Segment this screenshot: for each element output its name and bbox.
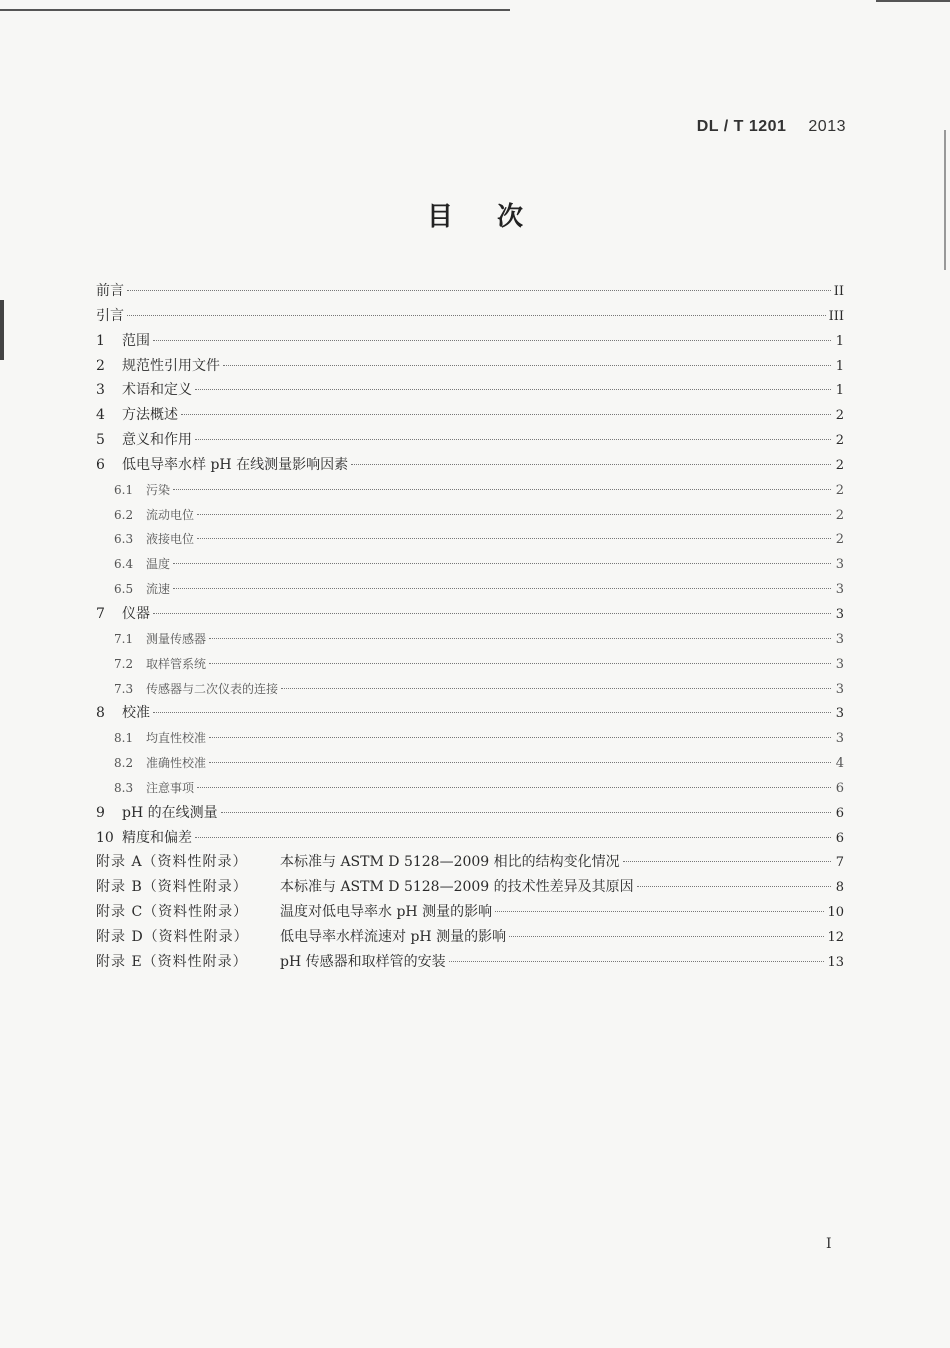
toc-entry-number: 6	[96, 456, 105, 473]
toc-entry[interactable]	[96, 403, 844, 428]
toc-entry-label: 污染	[146, 482, 171, 497]
toc-entry-label: 引言	[96, 307, 124, 324]
toc-entry-number: 5	[96, 432, 105, 449]
toc-appendix-entry[interactable]	[96, 875, 844, 900]
table-of-contents	[96, 279, 844, 975]
toc-appendix-entry[interactable]	[96, 850, 844, 875]
toc-dot-leader	[153, 613, 831, 614]
toc-entry[interactable]	[96, 527, 844, 552]
toc-entry[interactable]	[96, 577, 844, 602]
toc-dot-leader	[173, 563, 831, 564]
appendix-title: 本标准与 ASTM D 5128—2009 相比的结构变化情况	[280, 854, 620, 871]
toc-dot-leader	[209, 663, 831, 664]
toc-entry[interactable]	[96, 751, 844, 776]
toc-dot-leader	[181, 414, 831, 415]
toc-dot-leader	[637, 886, 831, 887]
toc-entry[interactable]	[96, 478, 844, 503]
appendix-label: 附录 A（资料性附录）	[96, 854, 248, 871]
toc-entry-label: 意义和作用	[122, 432, 192, 449]
toc-entry-page: 3	[835, 631, 844, 647]
toc-entry-number: 9	[96, 804, 105, 821]
toc-entry-page: 2	[835, 408, 844, 424]
toc-entry[interactable]	[96, 378, 844, 403]
toc-entry-label: 取样管系统	[146, 656, 207, 671]
toc-entry-label: 方法概述	[122, 407, 178, 424]
toc-entry-page: 3	[835, 582, 844, 598]
toc-entry-number: 8	[96, 705, 105, 722]
toc-entry[interactable]	[96, 602, 844, 627]
toc-dot-leader	[209, 638, 831, 639]
toc-entry[interactable]	[96, 677, 844, 702]
toc-entry-page: III	[828, 308, 844, 324]
toc-entry-label: 流动电位	[146, 507, 195, 522]
page-number: I	[826, 1236, 832, 1252]
appendix-title: 温度对低电导率水 pH 测量的影响	[280, 904, 493, 921]
toc-entry-page: 3	[835, 706, 844, 722]
toc-entry-number: 8.1	[114, 731, 134, 746]
toc-entry[interactable]	[96, 627, 844, 652]
toc-dot-leader	[195, 389, 831, 390]
toc-dot-leader	[197, 787, 831, 788]
toc-entry-label: 测量传感器	[146, 631, 207, 646]
appendix-title: 低电导率水样流速对 pH 测量的影响	[280, 928, 507, 945]
toc-entry[interactable]	[96, 279, 844, 304]
toc-entry-number: 6.5	[114, 582, 134, 597]
toc-entry-label: 术语和定义	[122, 382, 192, 399]
appendix-page: 8	[835, 880, 844, 896]
appendix-page: 12	[827, 929, 844, 945]
scan-line-top-right	[876, 0, 950, 2]
toc-entry-page: 3	[835, 731, 844, 747]
toc-entry-number: 3	[96, 382, 105, 399]
toc-dot-leader	[209, 737, 831, 738]
toc-entry[interactable]	[96, 701, 844, 726]
toc-entry-label: 流速	[146, 582, 171, 597]
toc-entry-number: 8.3	[114, 780, 134, 795]
appendix-title: pH 传感器和取样管的安装	[280, 953, 446, 970]
toc-entry-page: 3	[835, 606, 844, 622]
toc-entry[interactable]	[96, 453, 844, 478]
toc-entry-number: 8.2	[114, 756, 134, 771]
toc-entry-page: 6	[835, 805, 844, 821]
toc-entry-label: 前言	[96, 283, 124, 299]
toc-entry-label: 范围	[122, 332, 150, 349]
toc-dot-leader	[197, 538, 831, 539]
toc-entry-number: 7.2	[114, 656, 134, 671]
toc-dot-leader	[195, 439, 831, 440]
toc-entry-number: 7.3	[114, 681, 134, 696]
toc-dot-leader	[223, 365, 831, 366]
toc-entry[interactable]	[96, 304, 844, 329]
toc-entry-page: 1	[835, 383, 844, 399]
appendix-label: 附录 B（资料性附录）	[96, 879, 248, 896]
toc-entry-label: 注意事项	[146, 780, 195, 795]
toc-entry-page: 2	[835, 457, 844, 473]
toc-entry-label: 仪器	[122, 605, 150, 622]
toc-entry-label: 低电导率水样 pH 在线测量影响因素	[122, 456, 349, 473]
toc-dot-leader	[173, 588, 831, 589]
toc-entry-page: 2	[835, 433, 844, 449]
toc-entry[interactable]	[96, 726, 844, 751]
toc-dot-leader	[281, 688, 831, 689]
standard-code	[697, 118, 846, 136]
toc-appendix-entry[interactable]	[96, 925, 844, 950]
toc-entry-page: 3	[835, 681, 844, 697]
appendix-page: 13	[827, 954, 844, 970]
toc-entry-page: II	[833, 284, 844, 299]
toc-dot-leader	[509, 936, 824, 937]
toc-appendix-entry[interactable]	[96, 900, 844, 925]
toc-dot-leader	[623, 861, 831, 862]
toc-dot-leader	[195, 837, 831, 838]
toc-entry-page: 4	[835, 756, 844, 772]
toc-entry-label: 规范性引用文件	[122, 357, 220, 374]
toc-dot-leader	[197, 514, 831, 515]
toc-entry[interactable]	[96, 801, 844, 826]
toc-entry-page: 6	[835, 830, 844, 846]
toc-entry-page: 3	[835, 656, 844, 672]
toc-dot-leader	[449, 961, 825, 962]
toc-dot-leader	[495, 911, 824, 912]
toc-entry[interactable]	[96, 652, 844, 677]
appendix-label: 附录 E（资料性附录）	[96, 953, 248, 970]
toc-dot-leader	[351, 464, 831, 465]
toc-dot-leader	[209, 762, 831, 763]
toc-entry-number: 6.4	[114, 557, 134, 572]
toc-entry-label: 校准	[122, 705, 150, 722]
toc-dot-leader	[221, 812, 831, 813]
toc-entry-label: 精度和偏差	[122, 829, 192, 846]
toc-dot-leader	[153, 712, 831, 713]
appendix-label: 附录 D（资料性附录）	[96, 928, 249, 945]
scan-line-left-edge	[0, 300, 4, 360]
scan-line-top	[0, 9, 510, 11]
toc-entry[interactable]	[96, 329, 844, 354]
toc-entry-number: 1	[96, 332, 105, 349]
toc-dot-leader	[127, 290, 831, 291]
toc-entry-label: 传感器与二次仪表的连接	[146, 681, 279, 696]
toc-dot-leader	[153, 340, 831, 341]
toc-entry-page: 3	[835, 557, 844, 573]
standard-year: 2013	[808, 118, 846, 135]
toc-entry-page: 2	[835, 507, 844, 523]
toc-entry[interactable]	[96, 503, 844, 528]
toc-entry-page: 1	[835, 358, 844, 374]
toc-entry-label: 准确性校准	[146, 756, 207, 771]
standard-number: DL / T 1201	[696, 118, 787, 135]
toc-entry-page: 6	[835, 780, 844, 796]
toc-entry[interactable]	[96, 354, 844, 379]
toc-entry-number: 6.2	[114, 507, 134, 522]
appendix-page: 10	[827, 905, 844, 921]
toc-entry-page: 2	[835, 532, 844, 548]
toc-entry[interactable]	[96, 428, 844, 453]
toc-entry-number: 6.1	[114, 482, 134, 497]
appendix-page: 7	[835, 855, 844, 871]
toc-entry-number: 7	[96, 605, 105, 622]
toc-entry-number: 4	[96, 407, 105, 424]
toc-entry-label: pH 的在线测量	[122, 804, 218, 821]
toc-dot-leader	[173, 489, 831, 490]
appendix-label: 附录 C（资料性附录）	[96, 904, 249, 921]
toc-entry-label: 均直性校准	[146, 731, 207, 746]
toc-entry-number: 6.3	[114, 532, 134, 547]
appendix-title: 本标准与 ASTM D 5128—2009 的技术性差异及其原因	[280, 879, 634, 896]
toc-entry-number: 10	[96, 829, 114, 846]
page-title: 目次	[426, 202, 567, 232]
toc-appendix-entry[interactable]	[96, 950, 844, 975]
toc-entry-page: 2	[835, 482, 844, 498]
toc-entry[interactable]	[96, 776, 844, 801]
toc-entry-label: 液接电位	[146, 532, 195, 547]
toc-entry[interactable]	[96, 826, 844, 851]
toc-entry-label: 温度	[146, 557, 171, 572]
toc-entry[interactable]	[96, 552, 844, 577]
toc-entry-page: 1	[835, 333, 844, 349]
toc-entry-number: 7.1	[114, 631, 134, 646]
toc-entry-number: 2	[96, 357, 105, 374]
toc-dot-leader	[127, 315, 826, 316]
